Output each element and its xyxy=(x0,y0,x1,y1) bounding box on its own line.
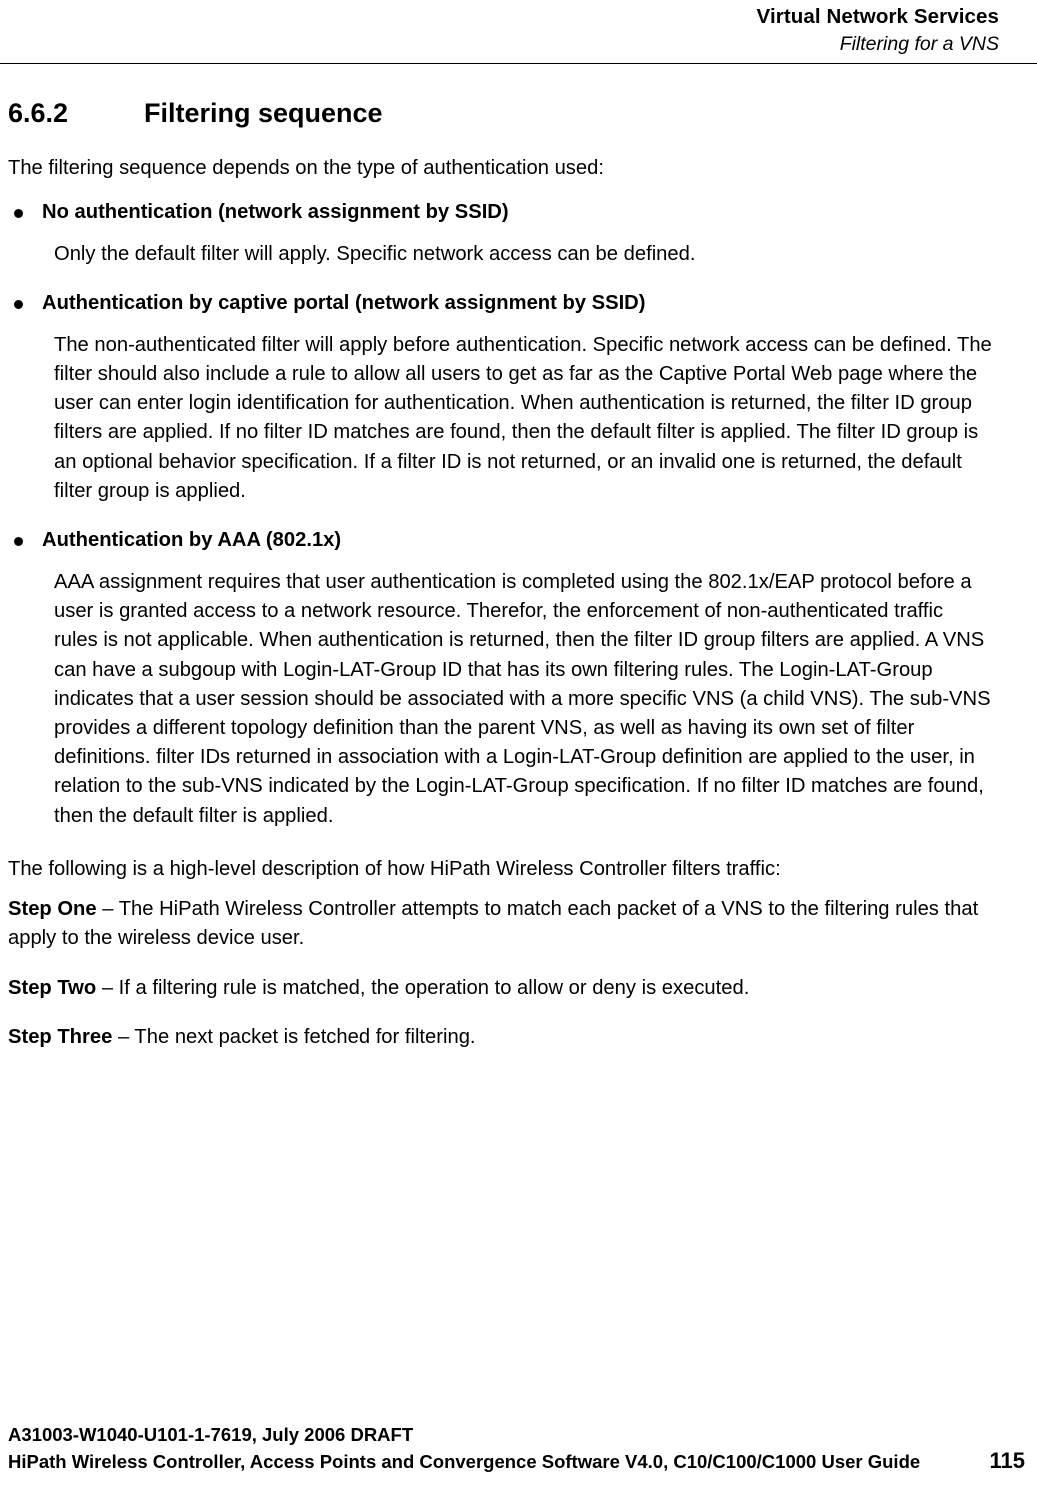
bullet-heading: Authentication by AAA (802.1x) xyxy=(42,528,342,551)
header-title: Virtual Network Services xyxy=(756,5,999,28)
page-header xyxy=(0,0,1037,57)
bullet-body-wrapper xyxy=(54,240,992,269)
bullet-body: The non-authenticated filter will apply before authentication. Specific network access can be defined. The filter should also include a rule to allow all users to get as far as the Captive Portal Web page where the user can enter login identification for authentication. When authentication is returned, the filter ID group filters are applied. If no filter ID matches are found, then the default filter is applied. The filter ID group is an optional behavior specification. If a filter ID is not returned, or an invalid one is returned, the default filter group is applied. xyxy=(54,333,992,502)
bullet-body: Only the default filter will apply. Specific network access can be defined. xyxy=(54,242,696,265)
section-heading xyxy=(8,96,993,130)
step-two xyxy=(8,974,993,1003)
step-one-text: – The HiPath Wireless Controller attempts to match each packet of a VNS to the filtering rules that apply to the wireless device user. xyxy=(8,898,979,950)
section-intro: The filtering sequence depends on the type of authentication used: xyxy=(8,157,604,179)
section-title: Filtering sequence xyxy=(144,98,383,128)
step-three-label: Step Three xyxy=(8,1025,113,1048)
footer-document-id: A31003-W1040-U101-1-7619, July 2006 DRAFT xyxy=(8,1424,414,1445)
header-subtitle: Filtering for a VNS xyxy=(839,33,999,55)
step-two-text: – If a filtering rule is matched, the operation to allow or deny is executed. xyxy=(96,976,750,999)
section-number: 6.6.2 xyxy=(8,98,69,128)
header-divider xyxy=(0,63,1037,64)
footer-page-number: 115 xyxy=(989,1448,1025,1473)
bullet-dot-icon xyxy=(8,526,42,556)
bullet-dot-icon xyxy=(8,289,42,319)
footer-product-title: HiPath Wireless Controller, Access Points and Convergence Software V4.0, C10/C100/C1000 User Guide xyxy=(8,1451,921,1472)
page-content xyxy=(8,96,993,1072)
bullet-heading: No authentication (network assignment by SSID) xyxy=(42,200,509,223)
step-three xyxy=(8,1023,993,1052)
bullet-item-no-authentication xyxy=(8,198,993,228)
bullet-heading: Authentication by captive portal (network assignment by SSID) xyxy=(42,291,646,314)
step-one xyxy=(8,895,993,953)
step-one-label: Step One xyxy=(8,898,97,921)
closing-intro: The following is a high-level description of how HiPath Wireless Controller filters traffic: xyxy=(8,857,781,880)
bullet-body: AAA assignment requires that user authentication is completed using the 802.1x/EAP protocol before a user is granted access to a network resource. Therefor, the enforcement of non-authenticated traffic rules is not applicable. When authentication is returned, then the filter ID group filters are applied. A VNS can have a subgoup with Login-LAT-Group ID that has its own filtering rules. The Login-LAT-Group indicates that a user session should be associated with a more specific VNS (a child VNS). The sub-VNS provides a different topology definition than the parent VNS, as well as having its own set of filter definitions. filter IDs returned in association with a Login-LAT-Group definition are applied to the user, in relation to the sub-VNS indicated by the Login-LAT-Group specification. If no filter ID matches are found, then the default filter is applied. xyxy=(54,570,991,827)
bullet-dot-icon xyxy=(8,198,42,228)
bullet-item-aaa xyxy=(8,526,993,556)
bullet-body-wrapper xyxy=(54,568,992,831)
bullet-item-captive-portal xyxy=(8,289,993,319)
step-three-text: – The next packet is fetched for filtering. xyxy=(112,1025,476,1048)
page-footer xyxy=(8,1422,1029,1475)
step-two-label: Step Two xyxy=(8,976,97,999)
footer-title-row xyxy=(8,1448,1029,1475)
bullet-body-wrapper xyxy=(54,331,992,506)
